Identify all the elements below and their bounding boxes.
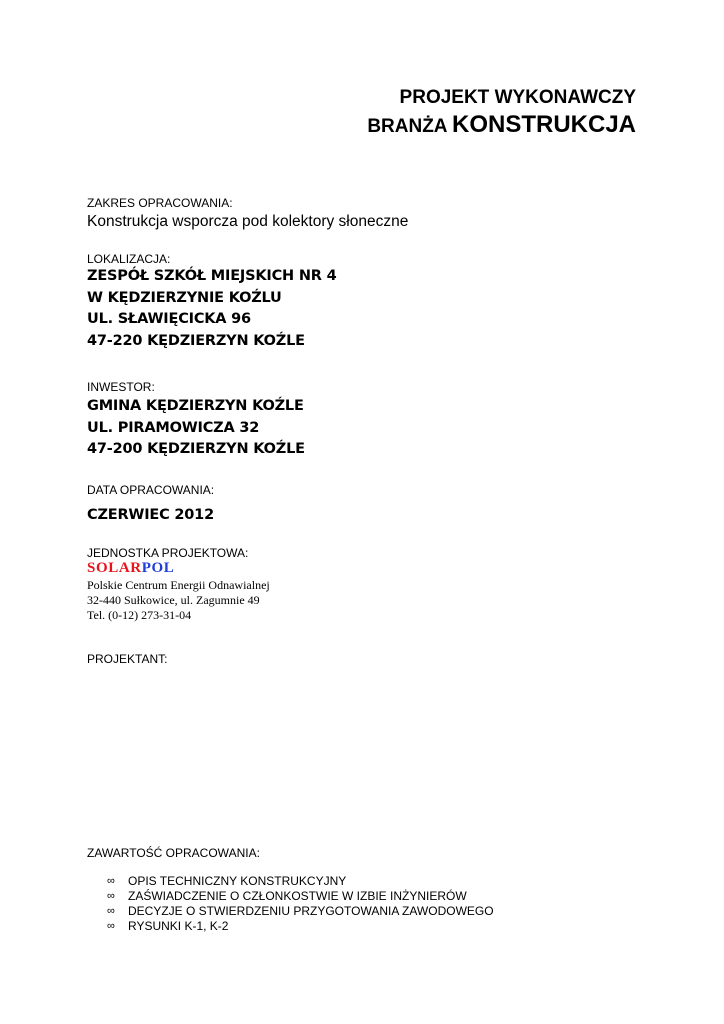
investor-label: INWESTOR: (87, 380, 155, 394)
infinity-bullet-icon: ∞ (107, 920, 115, 932)
location-line: W KĘDZIERZYNIE KOŹLU (87, 289, 282, 306)
contents-section (87, 846, 260, 860)
design-unit-line: Tel. (0-12) 273-31-04 (87, 608, 192, 622)
location-line: UL. SŁAWIĘCICKA 96 (87, 311, 251, 327)
date-label: DATA OPRACOWANIA: (87, 483, 215, 497)
contents-label: ZAWARTOŚĆ OPRACOWANIA: (87, 846, 260, 860)
designer-section (87, 652, 167, 666)
title-branch (367, 110, 636, 143)
date-section (87, 483, 214, 527)
date-value: CZERWIEC 2012 (87, 507, 214, 523)
infinity-bullet-icon: ∞ (107, 890, 115, 902)
investor-section (87, 380, 305, 461)
location-line: ZESPÓŁ SZKÓŁ MIEJSKICH NR 4 (87, 268, 337, 284)
design-unit-section (87, 546, 270, 623)
contents-item: RYSUNKI K-1, K-2 (128, 919, 229, 933)
designer-label: PROJEKTANT: (87, 652, 168, 666)
scope-value: Konstrukcja wsporcza pod kolektory słoneczne (87, 213, 409, 230)
title-project-type: PROJEKT WYKONAWCZY (399, 87, 636, 108)
title-branch-name: KONSTRUKCJA (451, 111, 636, 138)
contents-item: DECYZJE O STWIERDZENIU PRZYGOTOWANIA ZAWODOWEGO (128, 904, 494, 918)
design-unit-line: Polskie Centrum Energii Odnawialnej (87, 578, 270, 592)
design-unit-label: JEDNOSTKA PROJEKTOWA: (87, 546, 249, 560)
list-item (107, 874, 494, 889)
document-title (367, 86, 636, 143)
contents-item: ZAŚWIADCZENIE O CZŁONKOSTWIE W IZBIE INŻYNIERÓW (128, 889, 467, 903)
title-branch-label: BRANŻA (367, 116, 448, 137)
contents-item: OPIS TECHNICZNY KONSTRUKCYJNY (128, 874, 347, 888)
list-item (107, 919, 494, 934)
list-item (107, 889, 494, 904)
location-line: 47-220 KĘDZIERZYN KOŹLE (87, 332, 305, 349)
investor-line: GMINA KĘDZIERZYN KOŹLE (87, 398, 304, 414)
list-item (107, 904, 494, 919)
contents-list (107, 874, 494, 934)
location-label: LOKALIZACJA: (87, 252, 171, 266)
design-unit-line: 32-440 Sułkowice, ul. Zagumnie 49 (87, 593, 260, 607)
scope-label: ZAKRES OPRACOWANIA: (87, 196, 233, 210)
investor-line: UL. PIRAMOWICZA 32 (87, 419, 260, 436)
scope-section (87, 196, 408, 231)
infinity-bullet-icon: ∞ (107, 905, 115, 917)
logo-pol-text: POL (141, 560, 175, 576)
logo-solar-text: SOLAR (87, 560, 142, 576)
investor-line: 47-200 KĘDZIERZYN KOŹLE (87, 441, 305, 457)
infinity-bullet-icon: ∞ (107, 875, 115, 887)
location-section (87, 252, 336, 352)
solarpol-logo (87, 560, 270, 576)
